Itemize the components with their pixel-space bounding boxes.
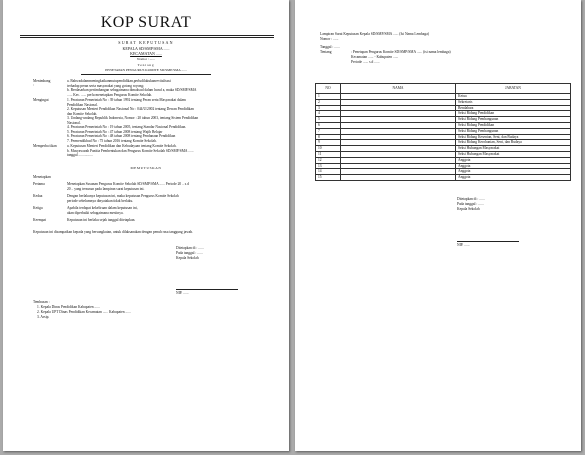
- diktum-text: periode sebelumnya dinyatakan tidak berlaku.: [67, 198, 134, 203]
- menimbang-mark: :: [33, 83, 34, 87]
- mengingat-line: 6. Peraturan Pemerintah No : 48 tahun 2008 tentang Pendanaan Pendidikan: [67, 134, 176, 138]
- penetapan-rule: [81, 74, 211, 75]
- cell-jabatan: Ketua: [456, 94, 571, 100]
- diktum-label: Pertama: [33, 182, 45, 186]
- menimbang-line: terhadap peran serta masyarakat yang gotong royong;: [67, 83, 145, 88]
- lampiran-signature-line: [457, 241, 519, 242]
- tembusan-label: Tembusan :: [33, 300, 50, 304]
- cell-no: 9: [316, 140, 341, 146]
- lampiran-tentang-line: : Penetapan Pengurus Komite SD/SMP/SMA ...... (isi nama lembaga): [351, 50, 451, 54]
- cell-no: 13: [316, 163, 341, 169]
- sk-kecamatan: KECAMATAN ......: [130, 51, 162, 56]
- mengingat-line: 2. Keputusan Menteri Pendidikan Nasional No : 044/U/2002 tentang Dewan Pendidikan: [67, 107, 194, 111]
- mengingat-line: Nasional.: [67, 120, 81, 125]
- header-nama: NAMA: [341, 84, 456, 94]
- cell-jabatan: Anggota: [456, 157, 571, 163]
- header-no: NO: [316, 84, 341, 94]
- lampiran-ditetapkan: Ditetapkan di : ......: [457, 197, 485, 201]
- mengingat-line: Pendidikan Nasional.: [67, 102, 98, 107]
- page-surat-keputusan: [3, 0, 289, 451]
- pengurus-table: [315, 83, 571, 181]
- kop-surat-title: KOP SURAT: [100, 14, 192, 31]
- lampiran-tentang-line: Periode ...... s.d ......: [351, 60, 380, 64]
- cell-jabatan: Seksi Hubungan Masyarakat: [456, 146, 571, 152]
- cell-jabatan: Anggota: [456, 169, 571, 175]
- cell-jabatan: Seksi Bidang Pembangunan: [456, 128, 571, 134]
- table-header-row: [316, 84, 571, 94]
- cell-no: 14: [316, 169, 341, 175]
- closing-text: Keputusan ini disampaikan kepada yang bersangkutan, untuk dilaksanakan dengan penuh rasa tanggung jawab.: [33, 230, 194, 234]
- cell-no: 15: [316, 175, 341, 181]
- memperhatikan-line: tanggal ................: [67, 153, 93, 157]
- cell-jabatan: Seksi Bidang Kesenian, Seni, dan Budaya: [456, 134, 571, 140]
- cell-jabatan: Anggota: [456, 175, 571, 181]
- cell-jabatan: Seksi Bidang Pendidikan: [456, 111, 571, 117]
- lampiran-nomor: Nomor : ......: [320, 37, 339, 41]
- lampiran-kepala-sekolah: Kepala Sekolah: [457, 207, 480, 211]
- cell-no: 10: [316, 146, 341, 152]
- lampiran-tanggal: Tanggal : ......: [320, 45, 340, 49]
- sk-penetapan: PENETAPAN PENGURUS KOMITE SD/SMP/SMA ......: [105, 68, 187, 72]
- mengingat-line: 3. Undang-undang Republik Indonesia, Nomor : 20 tahun 2003, tentang Sistem Pendidikan: [67, 116, 199, 120]
- lampiran-pada-tanggal: Pada tanggal : ......: [457, 202, 484, 206]
- mengingat-label: Mengingat: [33, 98, 49, 102]
- tembusan-item: 3. Arsip.: [37, 315, 50, 319]
- diktum-text: 20 .. yang tersusun pada lampiran surat keputusan ini.: [67, 186, 145, 191]
- sk-title: SURAT KEPUTUSAN: [118, 40, 174, 45]
- cell-no: 1: [316, 94, 341, 100]
- diktum-label: Kedua: [33, 194, 43, 198]
- cell-no: 5: [316, 117, 341, 123]
- lampiran-title: Lampiran Surat Keputusan Kepala SD/SMP/SMA ...... (Isi Nama Lembaga): [320, 32, 429, 36]
- pada-tanggal: Pada tanggal : ......: [176, 251, 203, 255]
- tembusan-item: 1. Kepala Dinas Pendidikan Kabupaten ......: [37, 305, 100, 309]
- kepala-sekolah: Kepala Sekolah: [176, 256, 199, 260]
- diktum-text: Dengan berlakunya keputusan ini, maka keputusan Pengurus Komite Sekolah: [67, 194, 179, 198]
- memperhatikan-line: b. Musyawarah Panitia Pembentukan dan Pengurus Komite Sekolah SD/SMP/SMA ......: [67, 148, 194, 153]
- menimbang-line: b. Berdasarkan pertimbangan sebagaimana dimaksud dalam huruf a, maka SD/SMP/SMA: [67, 88, 197, 92]
- tembusan-item: 2. Kepala UPT Dinas Pendidikan Kecamatan ...... Kabupaten ......: [37, 310, 131, 314]
- lampiran-nip: NIP. ......: [457, 243, 470, 247]
- cell-jabatan: Seksi Bidang Pembangunan: [456, 117, 571, 123]
- cell-no: 2: [316, 99, 341, 105]
- page-lampiran: [295, 0, 581, 451]
- memperhatikan-line: a. Keputusan Menteri Pendidikan dan Kebudayaan tentang Komite Sekolah.: [67, 144, 177, 148]
- header-rule: [20, 35, 274, 36]
- cell-no: 8: [316, 134, 341, 140]
- sk-nomor: Nomor : ......: [137, 57, 155, 61]
- diktum-text: Apabila terdapat kekeliruan dalam keputusan ini,: [67, 206, 138, 210]
- nip: NIP. ......: [176, 291, 189, 295]
- cell-no: 6: [316, 122, 341, 128]
- header-jabatan: JABATAN: [456, 84, 571, 94]
- cell-no: 11: [316, 151, 341, 157]
- menimbang-label: Menimbang: [33, 79, 51, 83]
- memperhatikan-label: Memperha tikan: [33, 144, 57, 148]
- mengingat-line: 1. Peraturan Pemerintah No : 39 tahun 1992 tentang Peran serta Masyarakat dalam: [67, 98, 186, 102]
- cell-jabatan: Sekretaris: [456, 99, 571, 105]
- lampiran-tentang-label: Tentang: [320, 50, 332, 54]
- sk-tentang: Tentang: [137, 63, 155, 67]
- memutuskan-heading: MEMUTUSKAN: [130, 166, 162, 170]
- mengingat-line: 5. Peraturan Pemerintah No : 47 tahun 2008 tentang Wajib Belajar: [67, 129, 163, 134]
- sk-kepala: KEPALA SD/SMP/SMA ......: [122, 46, 170, 51]
- menimbang-line: a. Bahwadalammeningkatkanmutupendidikan,perludilakukanrevitalisasi: [67, 79, 171, 83]
- diktum-text: akan diperbaiki sebagaimana mestinya.: [67, 210, 124, 215]
- cell-no: 7: [316, 128, 341, 134]
- mengingat-line: 7. Permendikbud No : 75 tahun 2016 tentang Komite Sekolah.: [67, 138, 157, 143]
- diktum-text: Menetapkan Susunan Pengurus Komite Sekolah SD/SMP/SMA ...... Periode 20 .. s.d: [67, 182, 189, 186]
- cell-nama: [341, 175, 456, 181]
- cell-no: 12: [316, 157, 341, 163]
- cell-jabatan: Seksi Bidang Kerohanian, Seni, dan Budaya: [456, 140, 571, 146]
- mengingat-line: dan Komite Sekolah.: [67, 111, 98, 116]
- cell-jabatan: Seksi Bidang Pendidikan: [456, 122, 571, 128]
- cell-jabatan: Anggota: [456, 163, 571, 169]
- diktum-text: Keputusan ini berlaku sejak tanggal ditetapkan.: [67, 218, 136, 222]
- signature-line: [176, 289, 238, 290]
- diktum-label: Keempat: [33, 218, 46, 222]
- cell-jabatan: Bendahara: [456, 105, 571, 111]
- cell-no: 3: [316, 105, 341, 111]
- table-row: [316, 175, 571, 181]
- diktum-label: Ketiga: [33, 206, 43, 210]
- mengingat-line: 4. Peraturan Pemerintah No : 19 tahun 2005, tentang Standar Nasional Pendidikan.: [67, 125, 187, 129]
- cell-no: 4: [316, 111, 341, 117]
- lampiran-tentang-line: Kecamatan ...... - Kabupaten ......: [351, 55, 399, 59]
- cell-jabatan: Seksi Hubungan Masyarakat: [456, 151, 571, 157]
- ditetapkan-di: Ditetapkan di : ......: [176, 246, 204, 250]
- header-rule-thin: [20, 37, 274, 38]
- menetapkan-label: Menetapkan: [33, 175, 51, 179]
- menimbang-line: ...... Kec. ...... perlu menetapkan Pengurus Komite Sekolah.: [67, 92, 153, 97]
